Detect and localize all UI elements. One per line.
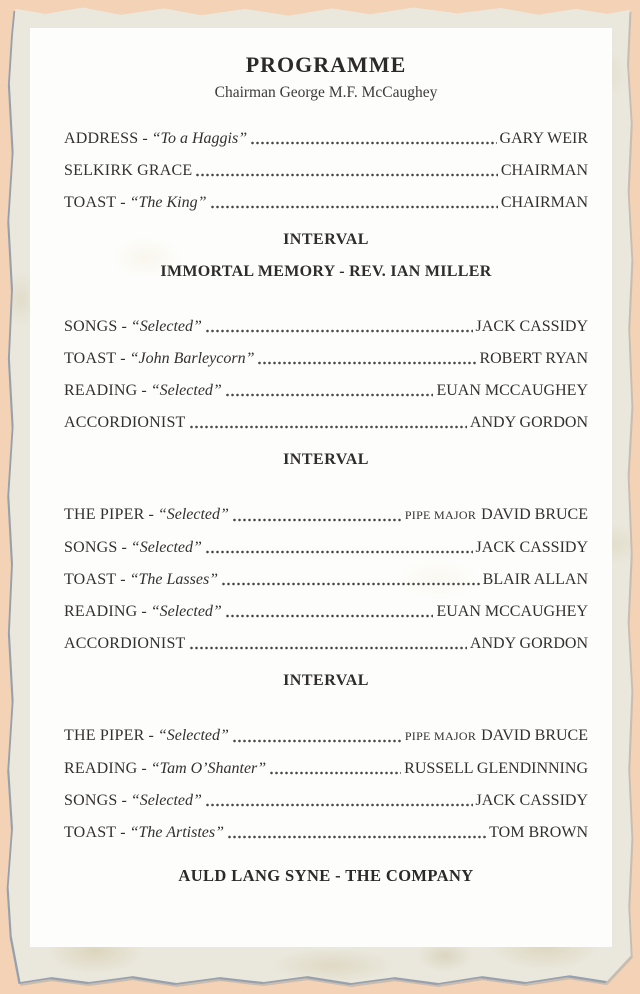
item-separator: -: [116, 824, 130, 841]
item-label: TOAST: [64, 571, 117, 588]
item-separator: -: [116, 571, 130, 588]
performer-name: EUAN MCCAUGHEY: [436, 382, 588, 399]
performer-name: JACK CASSIDY: [475, 318, 588, 335]
dot-leader: [205, 790, 473, 811]
programme-row: [64, 601, 588, 622]
item-separator: -: [117, 539, 131, 556]
programme-section: [64, 128, 588, 213]
item-separator: -: [144, 727, 158, 744]
item-label: SONGS: [64, 539, 118, 556]
item-separator: -: [137, 760, 151, 777]
item-label: SONGS: [64, 792, 118, 809]
item-separator: -: [116, 350, 130, 367]
performer-name: GARY WEIR: [499, 130, 588, 147]
item-separator: -: [117, 318, 131, 335]
programme-row: [64, 380, 588, 401]
interval-heading: INTERVAL: [283, 451, 369, 468]
performer-prefix: PIPE MAJOR: [404, 729, 477, 743]
page-subtitle: Chairman George M.F. McCaughey: [214, 84, 438, 101]
performer-name: ROBERT RYAN: [479, 350, 588, 367]
programme-items: [64, 504, 588, 654]
dot-leader: [205, 537, 473, 558]
performer-name: TOM BROWN: [489, 824, 588, 841]
programme-row: [64, 822, 588, 843]
programme-row: [64, 128, 588, 149]
programme-row: [64, 569, 588, 590]
programme-panel: [30, 28, 612, 947]
performer-name: BLAIR ALLAN: [482, 571, 588, 588]
page-title: PROGRAMME: [245, 52, 407, 77]
dot-leader: [232, 725, 402, 747]
programme-row: [64, 412, 588, 433]
item-title: “To a Haggis”: [151, 130, 248, 147]
item-label: ADDRESS: [64, 130, 139, 147]
item-title: “John Barleycorn”: [129, 350, 255, 367]
dot-leader: [250, 128, 496, 149]
programme-section: [64, 670, 588, 843]
item-label: ACCORDIONIST: [64, 635, 186, 652]
dot-leader: [205, 316, 473, 337]
item-title: “Selected”: [130, 318, 202, 335]
item-title: “The King”: [129, 194, 207, 211]
item-separator: -: [137, 382, 151, 399]
item-title: “Selected”: [150, 603, 222, 620]
dot-leader: [189, 633, 467, 654]
dot-leader: [225, 380, 434, 401]
performer-name: CHAIRMAN: [500, 194, 588, 211]
programme-items: [64, 128, 588, 213]
programme-row: [64, 758, 588, 779]
performer-prefix: PIPE MAJOR: [404, 508, 477, 522]
programme-row: [64, 316, 588, 337]
performer-name: DAVID BRUCE: [481, 727, 588, 744]
item-label: READING: [64, 382, 138, 399]
performer-name: ANDY GORDON: [469, 414, 588, 431]
programme-row: [64, 504, 588, 526]
dot-leader: [210, 192, 498, 213]
performer-name: JACK CASSIDY: [475, 539, 588, 556]
performer-name: CHAIRMAN: [500, 162, 588, 179]
programme-section: [64, 229, 588, 433]
item-title: “The Lasses”: [129, 571, 219, 588]
item-separator: -: [138, 130, 152, 147]
programme-row: [64, 633, 588, 654]
item-separator: -: [116, 194, 130, 211]
item-separator: -: [117, 792, 131, 809]
programme-row: [64, 537, 588, 558]
item-title: “Selected”: [130, 539, 202, 556]
dot-leader: [225, 601, 434, 622]
item-separator: -: [144, 506, 158, 523]
interval-subheading: IMMORTAL MEMORY - REV. IAN MILLER: [160, 263, 492, 280]
programme-row: [64, 160, 588, 181]
interval-heading: INTERVAL: [283, 231, 369, 248]
programme-items: [64, 725, 588, 843]
item-label: TOAST: [64, 194, 117, 211]
interval-heading: INTERVAL: [283, 672, 369, 689]
item-label: TOAST: [64, 824, 117, 841]
performer-name: DAVID BRUCE: [481, 506, 588, 523]
item-title: “Selected”: [157, 506, 229, 523]
dot-leader: [227, 822, 486, 843]
performer-name: RUSSELL GLENDINNING: [404, 760, 588, 777]
programme-section: [64, 449, 588, 654]
programme-sections: [64, 128, 588, 843]
item-label: THE PIPER: [64, 727, 145, 744]
closing-line: AULD LANG SYNE - THE COMPANY: [178, 866, 474, 885]
item-label: SONGS: [64, 318, 118, 335]
item-title: “The Artistes”: [129, 824, 224, 841]
programme-row: [64, 348, 588, 369]
dot-leader: [221, 569, 480, 590]
programme-row: [64, 725, 588, 747]
programme-row: [64, 192, 588, 213]
item-separator: -: [137, 603, 151, 620]
performer-name: JACK CASSIDY: [475, 792, 588, 809]
item-title: “Selected”: [150, 382, 222, 399]
performer-name: ANDY GORDON: [469, 635, 588, 652]
dot-leader: [189, 412, 467, 433]
item-label: SELKIRK GRACE: [64, 162, 193, 179]
dot-leader: [257, 348, 476, 369]
performer-name: EUAN MCCAUGHEY: [436, 603, 588, 620]
item-title: “Tam O’Shanter”: [150, 760, 267, 777]
item-label: READING: [64, 603, 138, 620]
item-label: TOAST: [64, 350, 117, 367]
item-label: ACCORDIONIST: [64, 414, 186, 431]
dot-leader: [232, 504, 402, 526]
programme-items: [64, 316, 588, 433]
item-title: “Selected”: [157, 727, 229, 744]
item-label: READING: [64, 760, 138, 777]
item-label: THE PIPER: [64, 506, 145, 523]
dot-leader: [195, 160, 497, 181]
programme-row: [64, 790, 588, 811]
dot-leader: [269, 758, 401, 779]
item-title: “Selected”: [130, 792, 202, 809]
